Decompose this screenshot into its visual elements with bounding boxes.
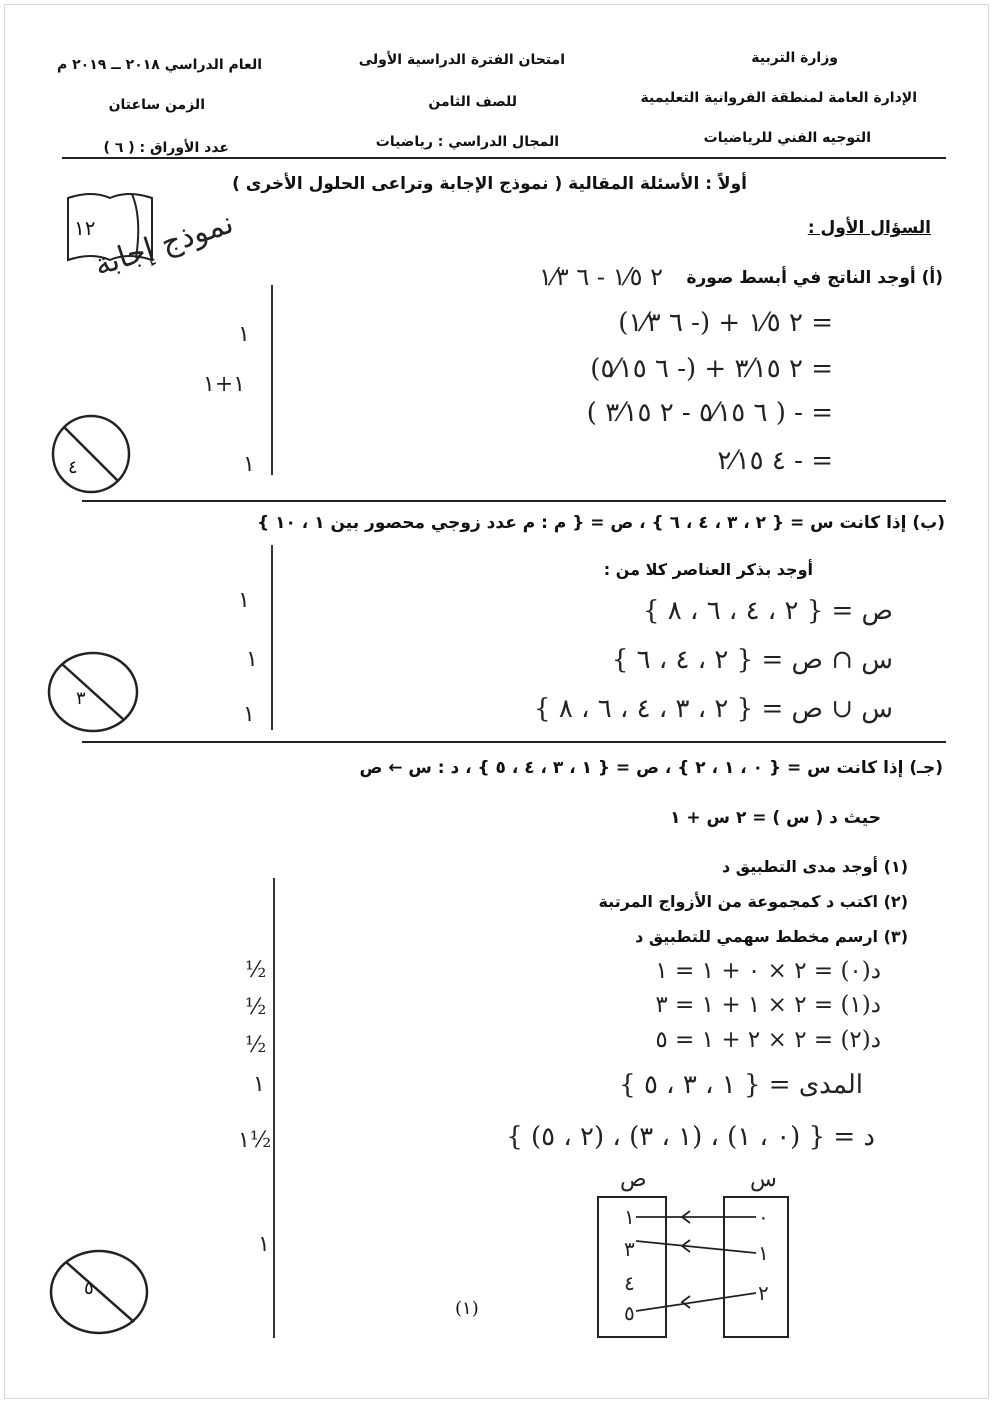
score-total: ١٢ [74,216,96,240]
part-c-step-5: د = { (٠ ، ١) ، (١ ، ٣) ، (٢ ، ٥) } [506,1122,875,1152]
domain-label: س [750,1167,777,1192]
part-c-mark-6: ١ [258,1232,270,1257]
part-c-step-3: د(٢) = ٢ × ٢ + ١ = ٥ [655,1027,881,1053]
part-c-step-4: المدى = { ١ ، ٣ ، ٥ } [619,1070,863,1100]
part-b-mark-1: ١ [238,588,250,613]
domain-element: ٢ [758,1281,769,1305]
part-b-total: ٣ [76,688,86,709]
arrow-diagram [590,1165,810,1345]
part-b-divider [82,741,946,743]
part-b-instruction: أوجد بذكر العناصر كلا من : [603,560,813,579]
part-a-total: ٤ [68,457,78,478]
diagram-frame [590,1165,810,1345]
part-b-step-2: س ∩ ص = { ٢ ، ٤ ، ٦ } [611,645,893,675]
part-b-total-circle [46,650,140,734]
header-directorate: الإدارة العامة لمنطقة الفروانية التعليمية [640,90,917,106]
part-b-mark-2: ١ [246,647,258,672]
part-c-mark-5: ١½ [238,1128,272,1153]
header-school-year: العام الدراسي ٢٠١٨ ــ ٢٠١٩ م [57,57,262,73]
header-subject: المجال الدراسي : رياضيات [375,134,559,150]
part-c-prompt: (جـ) إذا كانت س = { ٠ ، ١ ، ٢ } ، ص = { ١ ، ٣ ، ٤ ، ٥ } ، د : س ← ص [359,758,943,778]
part-b-mark-3: ١ [243,702,255,727]
header-duration: الزمن ساعتان [108,97,205,113]
codomain-element: ٣ [624,1237,635,1261]
part-a-prompt: (أ) أوجد الناتج في أبسط صورة [686,268,943,288]
codomain-label: ص [620,1167,647,1192]
header-grade: للصف الثامن [428,94,517,110]
page-number: (١) [455,1298,479,1319]
part-a-divider [82,500,946,502]
part-c-rule: حيث د ( س ) = ٢ س + ١ [670,808,881,828]
part-a-step-3: = - ( ٦ ٥⁄١٥ - ٢ ٣⁄١٥ ) [586,398,833,428]
part-c-marks-divider [273,878,275,1338]
part-c-step-2: د(١) = ٢ × ١ + ١ = ٣ [655,992,881,1018]
part-a-total-circle [50,413,132,495]
part-a-step-1: = ٢ ١⁄٥ + (- ٦ ١⁄٣) [618,308,833,338]
part-c-mark-4: ١ [253,1072,265,1097]
domain-element: ١ [758,1241,769,1265]
part-c-mark-1: ½ [245,958,267,983]
total-circle-icon [48,1248,150,1336]
part-a-mark-1: ١ [238,322,250,347]
part-b-step-1: ص = { ٢ ، ٤ ، ٦ ، ٨ } [642,596,893,626]
codomain-element: ٤ [624,1271,635,1295]
header-sheet-count: عدد الأوراق : ( ٦ ) [103,140,229,156]
header-ministry: وزارة التربية [751,50,838,66]
header-exam-title: امتحان الفترة الدراسية الأولى [358,52,565,68]
answer-model-stamp: نموذج إجابة [90,205,238,284]
codomain-element: ١ [624,1205,635,1229]
part-c-task-1: (١) أوجد مدى التطبيق د [722,857,908,876]
header-divider [62,157,946,159]
part-c-step-1: د(٠) = ٢ × ٠ + ١ = ١ [655,958,881,984]
total-circle-icon [50,413,132,495]
part-b-step-3: س ∪ ص = { ٢ ، ٣ ، ٤ ، ٦ ، ٨ } [534,694,893,724]
part-c-mark-3: ½ [245,1033,267,1058]
total-circle-icon [46,650,140,734]
part-a-step-4: = - ٤ ٢⁄١٥ [717,446,833,476]
part-c-mark-2: ½ [245,995,267,1020]
part-c-total-circle [48,1248,150,1336]
part-a-step-2: = ٢ ٣⁄١٥ + (- ٦ ٥⁄١٥) [590,354,833,384]
part-a-mark-2: ١+١ [203,372,246,397]
part-b-marks-divider [271,545,273,730]
part-b-prompt: (ب) إذا كانت س = { ٢ ، ٣ ، ٤ ، ٦ } ، ص = { م : م عدد زوجي محصور بين ١ ، ١٠ } [257,513,945,533]
part-a-mark-3: ١ [243,452,255,477]
part-c-total: ٥ [84,1278,94,1299]
section-title: أولاً : الأسئلة المقالية ( نموذج الإجابة وتراعى الحلول الأخرى ) [232,174,747,194]
codomain-element: ٥ [624,1301,635,1325]
part-c-task-3: (٣) ارسم مخطط سهمي للتطبيق د [635,927,908,946]
header-math-supervision: التوجيه الفني للرياضيات [703,130,871,146]
question-one-title: السؤال الأول : [807,218,931,238]
part-a-marks-divider [271,285,273,475]
part-a-expression: ٢ ١⁄٥ - ٦ ١⁄٣ [538,263,663,291]
domain-element: ٠ [758,1205,769,1229]
part-c-task-2: (٢) اكتب د كمجموعة من الأزواج المرتبة [598,892,908,911]
